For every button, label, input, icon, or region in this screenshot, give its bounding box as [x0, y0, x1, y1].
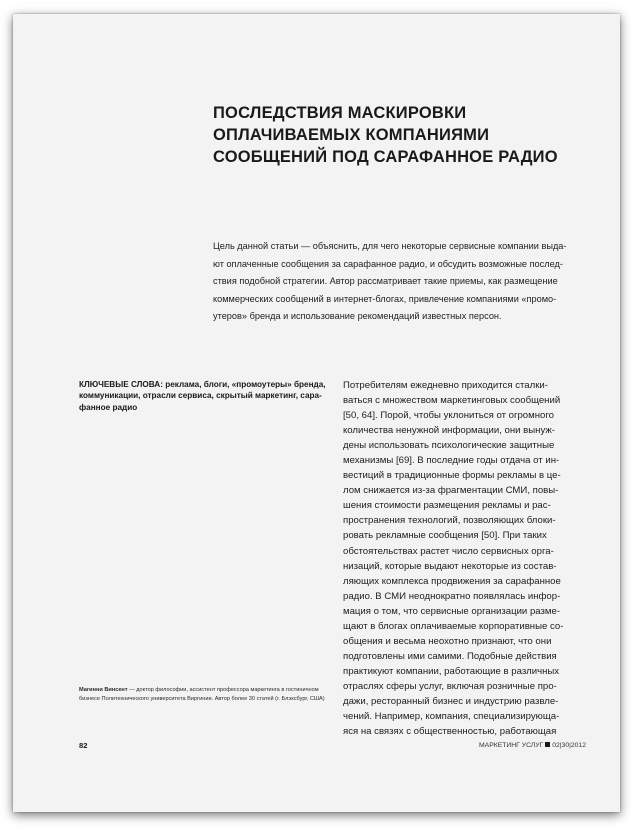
body-line: [50, 64]. Порой, чтобы уклониться от огромного	[343, 410, 554, 422]
body-line: дены использовать психологические защитные	[343, 440, 555, 452]
body-line: ровать рекламные сообщения [50]. При таких	[343, 530, 547, 542]
article-body	[343, 378, 593, 739]
body-line: пространения технологий, позволяющих блоки-	[343, 515, 556, 527]
body-line: лом снижается из-за фрагментации СМИ, повы-	[343, 485, 559, 497]
body-line: ляющих комплекса продвижения за сарафанное	[343, 575, 561, 587]
author-name: Магинни Винсент	[79, 687, 128, 693]
author-note	[79, 686, 339, 705]
body-line: чений. Например, компания, специализирующа-	[343, 711, 560, 723]
article-title	[213, 102, 593, 168]
abstract-line: ствия подобной стратегии. Автор рассматривает такие приемы, как размещение	[213, 276, 558, 287]
body-line: низаций, которые выдают некоторые из состав-	[343, 560, 557, 572]
body-line: шения стоимости размещения рекламы и рас-	[343, 500, 551, 512]
abstract-line: коммерческих сообщений в интернет-блогах, привлечение компаниями «промо-	[213, 293, 557, 304]
body-line: мация о том, что сервисные организации разме-	[343, 605, 561, 617]
journal-footer	[479, 742, 586, 749]
body-line: механизмы [69]. В последние годы отдача от ин-	[343, 455, 560, 467]
author-line: бизнесе Политехнического университета Виргинии. Автор более 30 статей (г. Блэксбург, США)	[79, 696, 325, 703]
body-line: подготовлены ими самими. Подобные действия	[343, 650, 557, 662]
body-line: практикуют компании, работающие в различных	[343, 665, 560, 677]
body-line: ваться с множеством маркетинговых сообщений	[343, 395, 561, 407]
body-line: радио. В СМИ неоднократно появлялась инфор-	[343, 590, 561, 602]
title-line: ОПЛАЧИВАЕМЫХ КОМПАНИЯМИ	[213, 126, 490, 144]
body-line: общения и весьма неохотно признают, что они	[343, 635, 552, 647]
abstract-line: Цель данной статьи — объяснить, для чего некоторые сервисные компании выда-	[213, 241, 567, 251]
keywords-line: коммуникации, отрасли сервиса, скрытый маркетинг, сара-	[79, 391, 322, 401]
journal-issue: 02|30|2012	[552, 742, 586, 749]
abstract-line: ют оплаченные сообщения за сарафанное радио, и обсудить возможные послед-	[213, 258, 563, 269]
square-bullet-icon	[545, 742, 550, 747]
body-line: яся на связях с общественностью, работающая	[343, 726, 557, 738]
abstract-line: утеров» бренда и использование рекомендаций известных персон.	[213, 311, 502, 322]
keywords-block	[79, 379, 324, 413]
body-line: вестиций в традиционные формы рекламы в це-	[343, 470, 561, 482]
body-line: отраслях сферы услуг, включая розничные про-	[343, 680, 557, 692]
body-line: щают в блогах оплачиваемые корпоративные со-	[343, 620, 564, 632]
journal-name: МАРКЕТИНГ УСЛУГ	[479, 742, 544, 749]
author-credentials: — доктор философии, ассистент профессора маркетинга в гостиничном	[127, 687, 319, 693]
page-number: 82	[79, 741, 88, 750]
author-line	[79, 686, 339, 695]
keywords-line: фанное радио	[79, 402, 138, 412]
article-abstract	[213, 238, 600, 326]
body-line: количества ненужной информации, они вынуж-	[343, 425, 555, 437]
keywords-line: КЛЮЧЕВЫЕ СЛОВА: реклама, блоги, «промоутеры» бренда,	[79, 380, 326, 389]
title-line: СООБЩЕНИЙ ПОД САРАФАННОЕ РАДИО	[213, 148, 558, 166]
title-line: ПОСЛЕДСТВИЯ МАСКИРОВКИ	[213, 104, 467, 122]
body-line: Потребителям ежедневно приходится сталки-	[343, 380, 548, 391]
body-line: обстоятельствах растет число сервисных орга-	[343, 545, 554, 557]
body-line: дажи, ресторанный бизнес и индустрию развле-	[343, 695, 559, 707]
journal-page	[13, 14, 620, 812]
